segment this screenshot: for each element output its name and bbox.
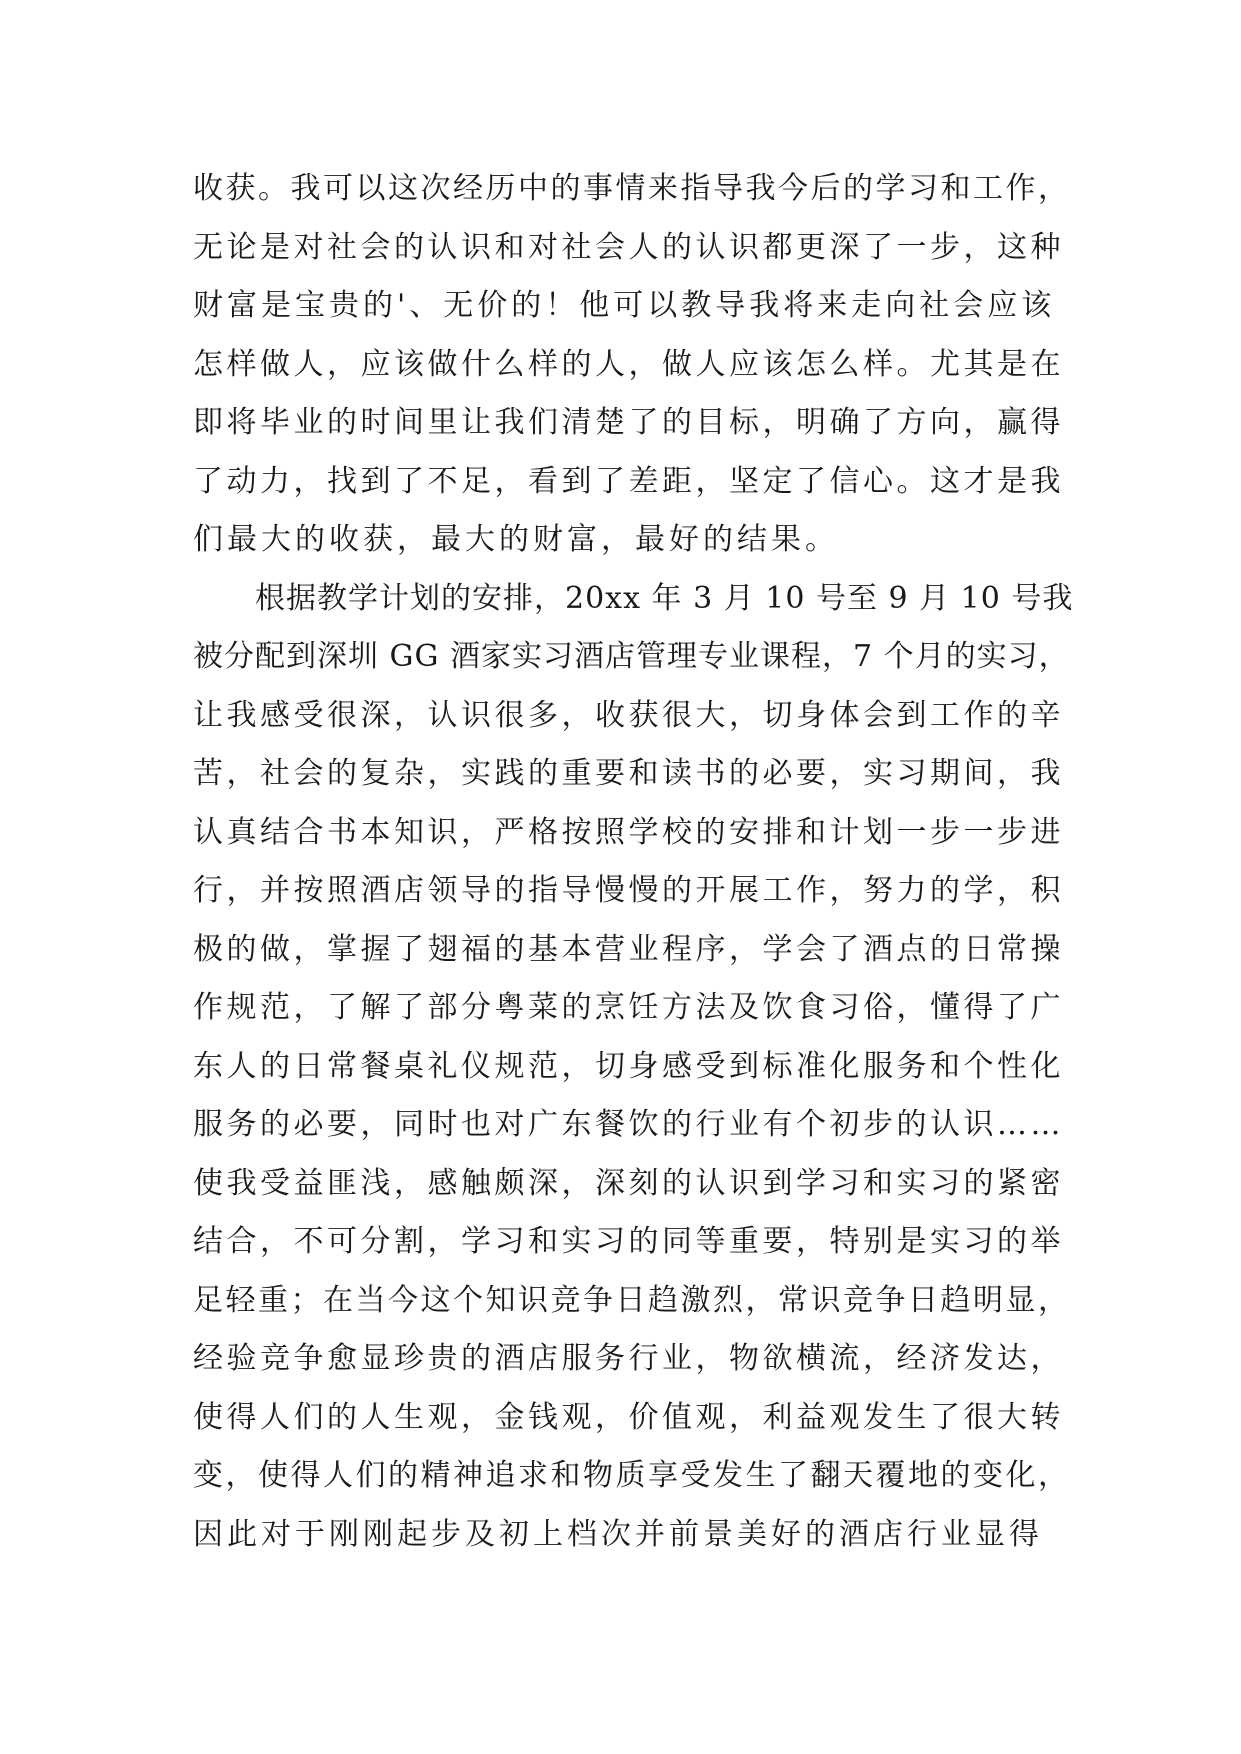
- text-line: 怎样做人，应该做什么样的人，做人应该怎么样。尤其是在: [193, 346, 1064, 382]
- text-line: 财富是宝贵的'、无价的！他可以教导我将来走向社会应该: [193, 288, 1056, 323]
- text-line: 结合，不可分割，学习和实习的同等重要，特别是实习的举: [193, 1224, 1064, 1259]
- text-line: 作规范，了解了部分粤菜的烹饪方法及饮食习俗，懂得了广: [193, 990, 1064, 1025]
- text-line: 使得人们的人生观，金钱观，价值观，利益观发生了很大转: [193, 1399, 1064, 1435]
- text-line: 被分配到深圳 GG 酒家实习酒店管理专业课程，7 个月的实习，: [193, 639, 1070, 674]
- text-line: 经验竞争愈显珍贵的酒店服务行业，物欲横流，经济发达，: [193, 1341, 1064, 1376]
- text-line: 因此对于刚刚起步及初上档次并前景美好的酒店行业显得: [193, 1516, 1043, 1552]
- text-line: 行，并按照酒店领导的指导慢慢的开展工作，努力的学，积: [193, 873, 1064, 908]
- paragraph-first-line: 根据教学计划的安排，20xx 年 3 月 10 号至 9 月 10 号我: [255, 580, 1074, 616]
- text-line: 变，使得人们的精神追求和物质享受发生了翻天覆地的变化，: [193, 1458, 1071, 1493]
- text-line: 即将毕业的时间里让我们清楚了的目标，明确了方向，赢得: [193, 405, 1064, 440]
- text-line: 让我感受很深，认识很多，收获很大，切身体会到工作的辛: [193, 697, 1064, 733]
- text-line: 东人的日常餐桌礼仪规范，切身感受到标准化服务和个性化: [193, 1048, 1064, 1084]
- text-line: 苦，社会的复杂，实践的重要和读书的必要，实习期间，我: [193, 756, 1064, 791]
- body-text: [193, 160, 1073, 1564]
- text-line: 足轻重；在当今这个知识竞争日趋激烈，常识竞争日趋明显，: [193, 1282, 1071, 1318]
- text-line: 了动力，找到了不足，看到了差距，坚定了信心。这才是我: [193, 463, 1064, 499]
- text-line: 使我受益匪浅，感触颇深，深刻的认识到学习和实习的紧密: [193, 1165, 1064, 1201]
- text-line: 无论是对社会的认识和对社会人的认识都更深了一步，这种: [193, 229, 1064, 265]
- text-line: 收获。我可以这次经历中的事情来指导我今后的学习和工作，: [193, 171, 1071, 206]
- text-line: 服务的必要，同时也对广东餐饮的行业有个初步的认识……: [193, 1107, 1064, 1142]
- text-line: 们最大的收获，最大的财富，最好的结果。: [193, 522, 839, 557]
- text-line: 极的做，掌握了翅福的基本营业程序，学会了酒点的日常操: [193, 931, 1064, 967]
- text-line: 认真结合书本知识，严格按照学校的安排和计划一步一步进: [193, 814, 1064, 850]
